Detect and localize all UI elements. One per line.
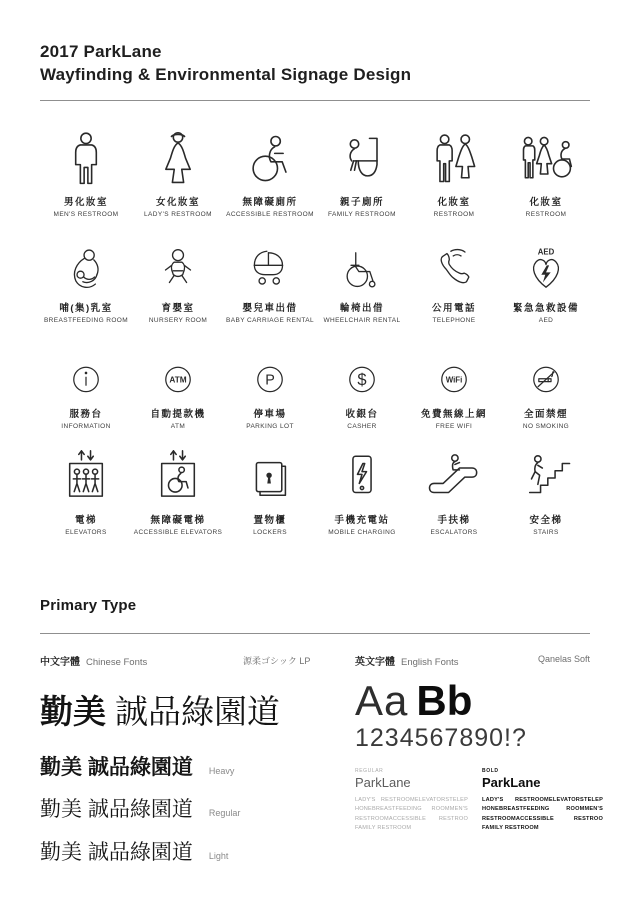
restroom-all-icon — [516, 129, 576, 189]
specimen-regular-lines — [355, 796, 468, 833]
chinese-weight-row-regular — [40, 793, 240, 823]
weight-label-regular: Regular — [208, 808, 241, 818]
icon-label-zh: 手機充電站 — [334, 515, 390, 526]
svg-text:AED: AED — [537, 247, 555, 257]
icon-cell-stairs — [500, 434, 592, 540]
english-fonts-label-zh: 英文字體 — [355, 657, 395, 668]
stairs-icon — [517, 449, 575, 507]
mobile-charging-icon — [333, 449, 391, 507]
specimen-bold — [482, 768, 603, 833]
icon-label-en: ESCALATORS — [430, 529, 478, 536]
aed-icon — [521, 245, 571, 295]
icon-cell-accessible-restroom — [224, 116, 316, 222]
page-title-line2: Wayfinding & Environmental Signage Design — [40, 65, 412, 85]
icon-label-en: ACCESSIBLE ELEVATORS — [133, 529, 223, 536]
english-sample-light: Aa — [355, 677, 409, 724]
icon-label-en: TELEPHONE — [432, 317, 476, 324]
icon-label-zh: 育嬰室 — [161, 303, 195, 314]
icon-cell-information — [40, 328, 132, 434]
chinese-big-sample-bold: 勤美 — [40, 693, 106, 730]
specimen-line: RESTROOMACCESSIBLE RESTROO — [482, 815, 603, 822]
icon-cell-atm — [132, 328, 224, 434]
icon-label-en: CASHER — [347, 423, 377, 430]
icon-label-en: MEN'S RESTROOM — [53, 211, 119, 218]
telephone-icon — [429, 245, 479, 295]
chinese-font-name: 源柔ゴシック LP — [243, 656, 311, 666]
icon-cell-restroom — [408, 116, 500, 222]
icon-label-en: RESTROOM — [433, 211, 475, 218]
icon-cell-restroom-all — [500, 116, 592, 222]
specimen-bold-lines — [482, 796, 603, 833]
icon-cell-ladys-restroom — [132, 116, 224, 222]
icon-label-zh: 公用電話 — [431, 303, 476, 314]
chinese-weight-row-light — [40, 836, 228, 866]
information-icon — [63, 355, 109, 401]
icon-label-zh: 免費無線上網 — [420, 409, 487, 420]
icon-label-en: FAMILY RESTROOM — [328, 211, 396, 218]
weight-label-heavy: Heavy — [208, 766, 235, 776]
icon-label-zh: 無障礙電梯 — [150, 515, 206, 526]
chinese-sample-light: 勤美 誠品綠園道 — [40, 841, 193, 864]
restroom-icon — [424, 129, 484, 189]
icon-label-zh: 嬰兒車出借 — [242, 303, 298, 314]
english-fonts-label — [355, 653, 459, 668]
icon-cell-accessible-elevators — [132, 434, 224, 540]
icon-label-zh: 停車場 — [253, 409, 287, 420]
icon-label-en: ACCESSIBLE RESTROOM — [226, 211, 314, 218]
icon-label-zh: 無障礙廁所 — [242, 197, 298, 208]
icon-label-zh: 置物櫃 — [253, 515, 287, 526]
accessible-restroom-icon — [240, 129, 300, 189]
icon-label-zh: 安全梯 — [529, 515, 563, 526]
icon-cell-mobile-charging — [316, 434, 408, 540]
specimen-regular-name: ParkLane — [355, 774, 411, 790]
icon-cell-cashier — [316, 328, 408, 434]
icon-cell-mens-restroom — [40, 116, 132, 222]
chinese-sample-regular: 勤美 誠品綠園道 — [40, 798, 193, 821]
icon-label-zh: 手扶梯 — [437, 515, 471, 526]
icon-label-zh: 親子廁所 — [339, 197, 384, 208]
icon-label-en: ELEVATORS — [65, 529, 107, 536]
font-section-labels — [0, 653, 640, 669]
primary-type-divider — [40, 633, 590, 634]
weight-label-light: Light — [208, 851, 229, 861]
icon-label-zh: 輪椅出借 — [339, 303, 384, 314]
chinese-big-sample — [40, 686, 280, 733]
icon-cell-escalators — [408, 434, 500, 540]
free-wifi-icon — [431, 355, 477, 401]
ladys-restroom-icon — [148, 129, 208, 189]
english-numerals: 1234567890!? — [355, 724, 527, 752]
chinese-weight-row-heavy — [40, 751, 234, 781]
breastfeeding-room-icon — [61, 245, 111, 295]
icon-label-en: ATM — [170, 423, 186, 430]
specimen-line: FAMILY RESTROOM — [482, 824, 539, 831]
icon-label-en: STAIRS — [533, 529, 559, 536]
english-font-name: Qanelas Soft — [537, 654, 590, 664]
parking-lot-icon — [247, 355, 293, 401]
specimen-line: LADY'S RESTROOMELEVATORSTELEP — [482, 797, 603, 804]
icon-label-en: MOBILE CHARGING — [328, 529, 396, 536]
icon-cell-nursery — [132, 222, 224, 328]
chinese-sample-heavy: 勤美 誠品綠園道 — [40, 756, 193, 779]
nursery-room-icon — [153, 245, 203, 295]
icon-cell-parking — [224, 328, 316, 434]
atm-icon — [155, 355, 201, 401]
escalators-icon — [425, 449, 483, 507]
family-restroom-icon — [332, 129, 392, 189]
specimen-bold-weight-label: BOLD — [482, 767, 499, 774]
icon-cell-no-smoking — [500, 328, 592, 434]
icon-label-zh: 自動提款機 — [150, 409, 206, 420]
icon-cell-wifi — [408, 328, 500, 434]
icon-cell-aed — [500, 222, 592, 328]
specimen-line: LADY'S RESTROOMELEVATORSTELEP — [355, 797, 468, 804]
pictogram-grid — [40, 116, 592, 540]
icon-label-en: RESTROOM — [525, 211, 567, 218]
english-weight-specimens — [355, 768, 603, 833]
baby-carriage-rental-icon — [245, 245, 295, 295]
icon-cell-elevators — [40, 434, 132, 540]
cashier-icon — [339, 355, 385, 401]
icon-label-zh: 女化妝室 — [155, 197, 200, 208]
accessible-elevators-icon — [149, 449, 207, 507]
english-sample-bold: Bb — [416, 677, 473, 724]
specimen-regular — [355, 768, 468, 833]
specimen-regular-weight-label: REGULAR — [355, 767, 384, 774]
specimen-line: RESTROOMACCESSIBLE RESTROO — [355, 815, 468, 822]
icon-label-en: NO SMOKING — [522, 423, 570, 430]
icon-label-zh: 服務台 — [69, 409, 103, 420]
icon-cell-lockers — [224, 434, 316, 540]
lockers-icon — [241, 449, 299, 507]
chinese-big-sample-regular: 誠品綠園道 — [115, 693, 280, 730]
icon-label-en: WHEELCHAIR RENTAL — [323, 317, 401, 324]
no-smoking-icon — [523, 355, 569, 401]
specimen-bold-name: ParkLane — [482, 774, 541, 790]
wheelchair-rental-icon — [337, 245, 387, 295]
icon-label-zh: 收銀台 — [345, 409, 379, 420]
specimen-line: HONEBREASTFEEDING ROOMMEN'S — [482, 806, 603, 813]
chinese-fonts-label-zh: 中文字體 — [40, 657, 80, 668]
icon-cell-baby-carriage — [224, 222, 316, 328]
icon-label-zh: 電梯 — [74, 515, 97, 526]
english-specimen-column — [355, 677, 603, 833]
page-title-line1: 2017 ParkLane — [40, 42, 162, 61]
icon-cell-telephone — [408, 222, 500, 328]
icon-label-zh: 緊急急救設備 — [512, 303, 579, 314]
mens-restroom-icon — [56, 129, 116, 189]
english-aabb-sample — [355, 677, 603, 724]
icon-cell-family-restroom — [316, 116, 408, 222]
icon-label-en: LADY'S RESTROOM — [144, 211, 212, 218]
english-fonts-label-en: English Fonts — [401, 657, 459, 668]
page-header — [40, 40, 411, 87]
elevators-icon — [57, 449, 115, 507]
specimen-line: FAMILY RESTROOM — [355, 824, 412, 831]
specimen-line: HONEBREASTFEEDING ROOMMEN'S — [355, 806, 468, 813]
svg-text:WiFi: WiFi — [445, 375, 463, 385]
svg-text:ATM: ATM — [169, 375, 187, 385]
icon-cell-wheelchair-rental — [316, 222, 408, 328]
svg-text:$: $ — [357, 370, 367, 390]
icon-label-zh: 男化妝室 — [63, 197, 108, 208]
icon-label-zh: 化妝室 — [437, 197, 471, 208]
icon-label-en: BABY CARRIAGE RENTAL — [226, 317, 314, 324]
icon-label-zh: 化妝室 — [529, 197, 563, 208]
icon-label-en: FREE WIFI — [435, 423, 473, 430]
icon-label-zh: 哺(集)乳室 — [59, 303, 113, 314]
icon-label-zh: 全面禁煙 — [523, 409, 568, 420]
chinese-fonts-label — [40, 653, 147, 668]
icon-label-en: BREASTFEEDING ROOM — [43, 317, 129, 324]
header-divider — [40, 100, 590, 101]
icon-label-en: NURSERY ROOM — [148, 317, 208, 324]
primary-type-heading: Primary Type — [40, 597, 137, 614]
icon-label-en: INFORMATION — [61, 423, 111, 430]
icon-label-en: AED — [538, 317, 554, 324]
svg-text:P: P — [265, 372, 275, 389]
icon-label-en: LOCKERS — [253, 529, 287, 536]
icon-label-en: PARKING LOT — [246, 423, 294, 430]
icon-cell-breastfeeding — [40, 222, 132, 328]
chinese-fonts-label-en: Chinese Fonts — [86, 657, 148, 668]
